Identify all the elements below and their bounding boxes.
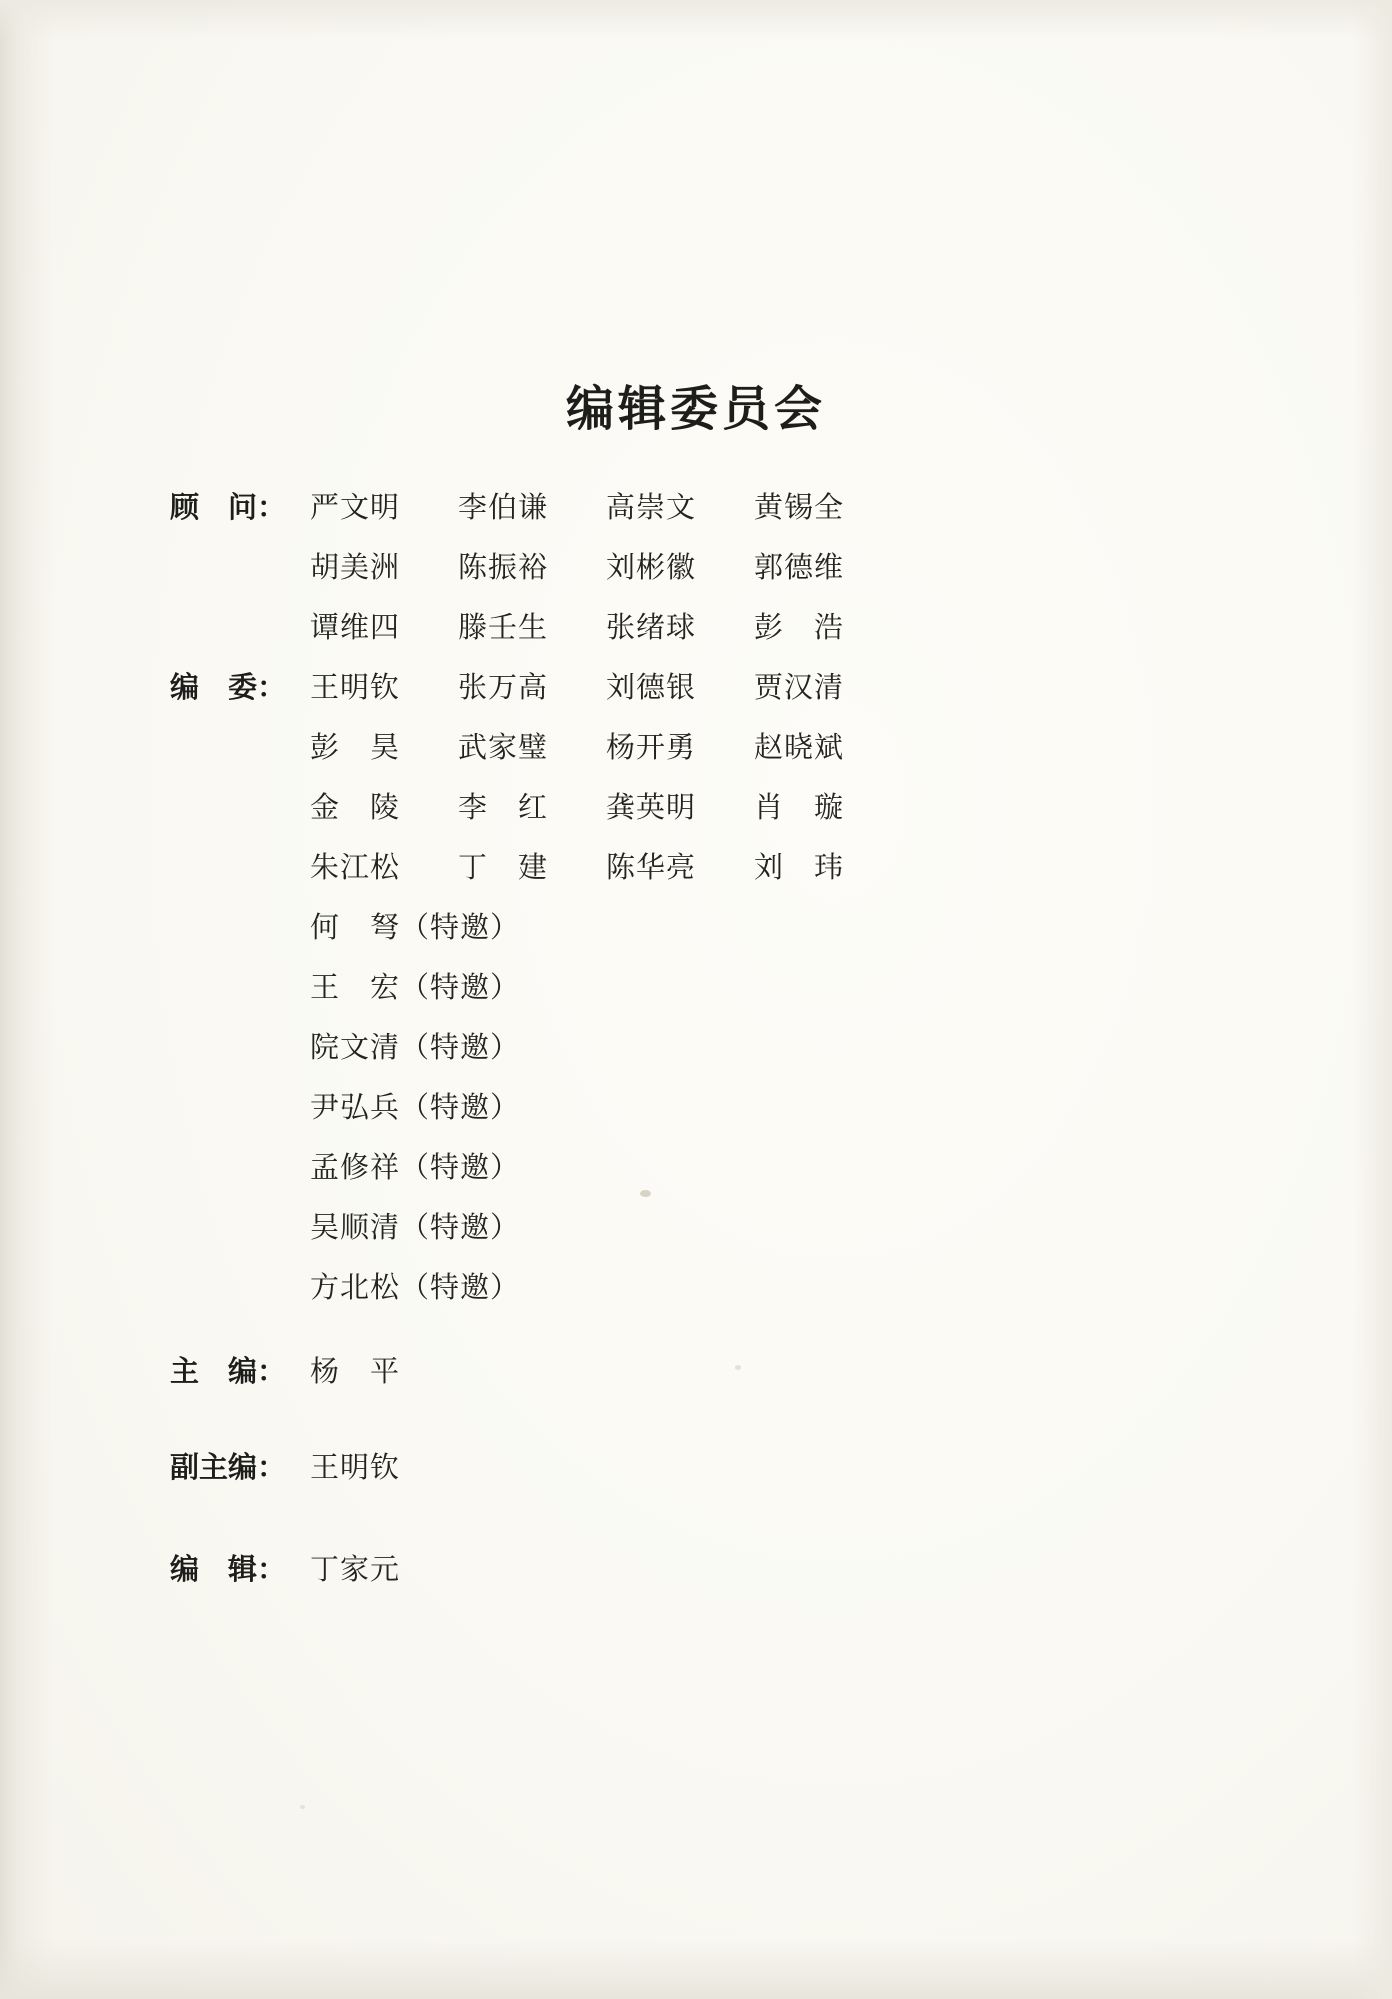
entry-row [170, 1138, 1270, 1196]
person-name: 谭维四 [310, 610, 401, 644]
person-name: 孟修祥（特邀） [310, 1150, 521, 1184]
person-name: 李伯谦 [458, 490, 549, 524]
section-consultants [170, 478, 1270, 658]
person-name: 高崇文 [606, 490, 697, 524]
person-name: 郭德维 [754, 550, 845, 584]
person-name: 张绪球 [606, 610, 697, 644]
person-name: 王明钦 [310, 1450, 401, 1484]
person-name: 杨开勇 [606, 730, 697, 764]
person-name: 彭 浩 [754, 610, 845, 644]
person-name: 丁家元 [310, 1552, 401, 1586]
entry-row [170, 538, 1270, 596]
name-group [310, 1198, 1270, 1256]
name-group [310, 958, 1270, 1016]
person-name: 胡美洲 [310, 550, 401, 584]
person-name: 彭 昊 [310, 730, 401, 764]
person-name: 何 弩（特邀） [310, 910, 521, 944]
entry-row [170, 1342, 1270, 1400]
person-name: 陈华亮 [606, 850, 697, 884]
person-name: 龚英明 [606, 790, 697, 824]
person-name: 吴顺清（特邀） [310, 1210, 521, 1244]
name-group [310, 778, 1270, 836]
person-name: 刘 玮 [754, 850, 845, 884]
section-label: 编 辑： [170, 1552, 287, 1586]
entry-row [170, 1258, 1270, 1316]
name-group [310, 538, 1270, 596]
name-group [310, 838, 1270, 896]
name-group [310, 658, 1270, 716]
person-name: 方北松（特邀） [310, 1270, 521, 1304]
entry-row [170, 898, 1270, 956]
person-name: 金 陵 [310, 790, 401, 824]
person-name: 李 红 [458, 790, 549, 824]
page-title: 编辑委员会 [565, 381, 826, 437]
person-name: 杨 平 [310, 1354, 401, 1388]
section-editor [170, 1540, 1270, 1600]
name-group [310, 1138, 1270, 1196]
entry-row [170, 1198, 1270, 1256]
person-name: 武家璧 [458, 730, 549, 764]
person-name: 院文清（特邀） [310, 1030, 521, 1064]
person-name: 黄锡全 [754, 490, 845, 524]
person-name: 尹弘兵（特邀） [310, 1090, 521, 1124]
entry-row [170, 598, 1270, 656]
name-group [310, 1258, 1270, 1316]
person-name: 严文明 [310, 490, 401, 524]
name-group [310, 478, 1270, 536]
entry-row [170, 1078, 1270, 1136]
person-name: 朱江松 [310, 850, 401, 884]
section-editorial-board [170, 658, 1270, 1318]
person-name: 刘德银 [606, 670, 697, 704]
entry-row [170, 1540, 1270, 1598]
person-name: 王明钦 [310, 670, 401, 704]
entry-row [170, 1018, 1270, 1076]
entry-row [170, 838, 1270, 896]
section-label: 编 委： [170, 670, 287, 704]
person-name: 王 宏（特邀） [310, 970, 521, 1004]
entry-row [170, 958, 1270, 1016]
entry-row [170, 1438, 1270, 1496]
person-name: 丁 建 [458, 850, 549, 884]
person-name: 张万高 [458, 670, 549, 704]
person-name: 陈振裕 [458, 550, 549, 584]
section-chief-editor [170, 1342, 1270, 1402]
entry-row [170, 778, 1270, 836]
person-name: 赵晓斌 [754, 730, 845, 764]
person-name: 刘彬徽 [606, 550, 697, 584]
person-name: 贾汉清 [754, 670, 845, 704]
section-label: 顾 问： [170, 490, 287, 524]
entry-row [170, 478, 1270, 536]
person-name: 滕壬生 [458, 610, 549, 644]
name-group [310, 718, 1270, 776]
entry-row [170, 718, 1270, 776]
name-group [310, 1018, 1270, 1076]
person-name: 肖 璇 [754, 790, 845, 824]
section-label: 副主编： [170, 1450, 287, 1484]
section-deputy-editor [170, 1438, 1270, 1498]
name-group [310, 898, 1270, 956]
name-group [310, 1078, 1270, 1136]
section-label: 主 编： [170, 1354, 287, 1388]
entry-row [170, 658, 1270, 716]
name-group [310, 598, 1270, 656]
